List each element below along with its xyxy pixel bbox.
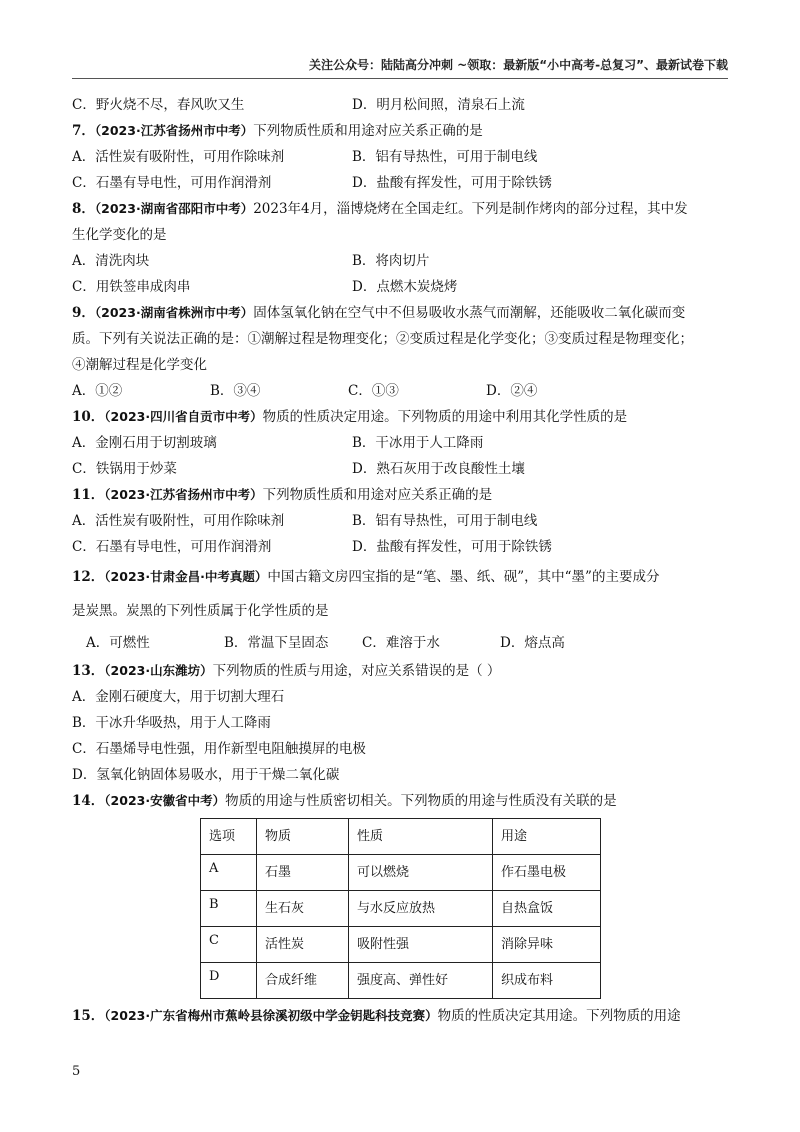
question-number: 10． — [72, 409, 105, 425]
option-c: C．石墨烯导电性强，用作新型电阻触摸屏的电极 — [72, 741, 366, 757]
q11-options-ab — [72, 508, 732, 534]
q9-options — [72, 378, 732, 404]
table-cell: 性质 — [349, 819, 493, 855]
question-text: 中国古籍文房四宝指的是“笔、墨、纸、砚”，其中“墨”的主要成分 — [267, 569, 660, 585]
table-cell: 合成纤维 — [257, 963, 349, 999]
table-cell: 可以燃烧 — [349, 855, 493, 891]
table-cell: 消除异味 — [493, 927, 601, 963]
option-a: A．活性炭有吸附性，可用作除味剂 — [72, 149, 285, 165]
table-cell: B — [201, 891, 257, 927]
table-cell: 石墨 — [257, 855, 349, 891]
option-a: A．清洗肉块 — [72, 253, 150, 269]
q13-stem — [72, 658, 732, 684]
table-row — [201, 927, 601, 963]
question-source: （2023·湖南省邵阳市中考） — [94, 201, 254, 216]
table-cell: 吸附性强 — [349, 927, 493, 963]
q7-options-ab — [72, 144, 732, 170]
question-source: （2023·甘肃金昌·中考真题） — [104, 569, 268, 584]
q6-options-cd — [72, 92, 732, 118]
page-header: 关注公众号：陆陆高分冲刺 ~领取：最新版“小中高考-总复习”、最新试卷下载 — [309, 58, 728, 72]
table-cell: 物质 — [257, 819, 349, 855]
question-source: （2023·江苏省扬州市中考） — [104, 487, 263, 502]
q9-stem-cont2: ④潮解过程是化学变化 — [72, 357, 207, 373]
option-a: A．①② — [72, 383, 123, 399]
q8-options-ab — [72, 248, 732, 274]
table-cell: 与水反应放热 — [349, 891, 493, 927]
option-c: C．石墨有导电性，可用作润滑剂 — [72, 175, 272, 191]
option-d: D．熟石灰用于改良酸性土壤 — [352, 461, 525, 477]
question-source: （2023·四川省自贡市中考） — [104, 409, 263, 424]
q12-stem-cont: 是炭黑。炭黑的下列性质属于化学性质的是 — [72, 603, 329, 619]
q10-options-ab — [72, 430, 732, 456]
q8-options-cd — [72, 274, 732, 300]
table-cell: 活性炭 — [257, 927, 349, 963]
option-c: C．用铁签串成肉串 — [72, 279, 191, 295]
question-number: 8． — [72, 201, 95, 217]
option-d: D．盐酸有挥发性，可用于除铁锈 — [352, 539, 552, 555]
option-d: D．点燃木炭烧烤 — [352, 279, 458, 295]
q15-stem — [72, 1003, 732, 1029]
option-d: D．氢氧化钠固体易吸水，用于干燥二氧化碳 — [72, 767, 340, 783]
option-c: C．①③ — [348, 383, 399, 399]
q9-stem — [72, 300, 732, 326]
table-cell: 用途 — [493, 819, 601, 855]
option-d: D．盐酸有挥发性，可用于除铁锈 — [352, 175, 552, 191]
question-text: 物质的用途与性质密切相关。下列物质的用途与性质没有关联的是 — [225, 793, 617, 809]
q14-table — [200, 818, 601, 999]
option-c: C．野火烧不尽，春风吹又生 — [72, 97, 245, 113]
question-text: 下列物质的性质与用途，对应关系错误的是（ ） — [212, 663, 501, 679]
option-b: B．干冰用于人工降雨 — [352, 435, 484, 451]
option-c: C．石墨有导电性，可用作润滑剂 — [72, 539, 272, 555]
table-cell: 自热盒饭 — [493, 891, 601, 927]
question-number: 13． — [72, 663, 105, 679]
q7-options-cd — [72, 170, 732, 196]
table-cell: D — [201, 963, 257, 999]
option-a: A．活性炭有吸附性，可用作除味剂 — [72, 513, 285, 529]
option-b: B．铝有导热性，可用于制电线 — [352, 513, 538, 529]
question-text: 下列物质性质和用途对应关系正确的是 — [262, 487, 493, 503]
question-source: （2023·广东省梅州市蕉岭县徐溪初级中学金钥匙科技竞赛） — [104, 1008, 438, 1023]
option-d: D．明月松间照，清泉石上流 — [352, 97, 525, 113]
question-text: 物质的性质决定其用途。下列物质的用途 — [437, 1008, 681, 1024]
question-text: 物质的性质决定用途。下列物质的用途中利用其化学性质的是 — [262, 409, 628, 425]
option-a: A．可燃性 — [86, 635, 150, 651]
table-cell: A — [201, 855, 257, 891]
table-cell: 作石墨电极 — [493, 855, 601, 891]
q7-stem — [72, 118, 732, 144]
option-b: B．常温下呈固态 — [224, 635, 329, 651]
question-text: 下列物质性质和用途对应关系正确的是 — [253, 123, 483, 139]
question-text: 固体氢氧化钠在空气中不但易吸收水蒸气而潮解，还能吸收二氧化碳而变 — [253, 305, 686, 321]
option-d: D．熔点高 — [500, 635, 565, 651]
question-number: 11． — [72, 487, 105, 503]
table-cell: 织成布料 — [493, 963, 601, 999]
option-b: B．铝有导热性，可用于制电线 — [352, 149, 538, 165]
question-number: 7． — [72, 123, 95, 139]
table-cell: 选项 — [201, 819, 257, 855]
q14-stem — [72, 788, 732, 814]
option-d: D．②④ — [486, 383, 538, 399]
option-a: A．金刚石硬度大，用于切割大理石 — [72, 689, 285, 705]
question-source: （2023·山东潍坊） — [104, 663, 213, 678]
question-number: 15． — [72, 1008, 105, 1024]
table-cell: 强度高、弹性好 — [349, 963, 493, 999]
q11-stem — [72, 482, 732, 508]
q10-options-cd — [72, 456, 732, 482]
option-b: B．③④ — [210, 383, 261, 399]
table-row — [201, 855, 601, 891]
table-cell: 生石灰 — [257, 891, 349, 927]
option-b: B．将肉切片 — [352, 253, 430, 269]
q12-options — [72, 628, 732, 658]
table-header-row — [201, 819, 601, 855]
option-c: C．铁锅用于炒菜 — [72, 461, 177, 477]
q9-stem-cont: 质。下列有关说法正确的是：①潮解过程是物理变化；②变质过程是化学变化；③变质过程是物理变化； — [72, 331, 693, 347]
question-text: 2023年4月，淄博烧烤在全国走红。下列是制作烤肉的部分过程，其中发 — [253, 201, 688, 217]
q12-stem — [72, 560, 732, 594]
question-number: 14． — [72, 793, 105, 809]
header-rule — [72, 78, 728, 79]
table-cell: C — [201, 927, 257, 963]
option-a: A．金刚石用于切割玻璃 — [72, 435, 217, 451]
question-source: （2023·江苏省扬州市中考） — [94, 123, 254, 138]
question-source: （2023·湖南省株洲市中考） — [94, 305, 254, 320]
question-number: 12． — [72, 569, 105, 585]
table-row — [201, 891, 601, 927]
option-c: C．难溶于水 — [362, 635, 440, 651]
question-number: 9． — [72, 305, 95, 321]
q8-stem — [72, 196, 732, 222]
q11-options-cd — [72, 534, 732, 560]
option-b: B．干冰升华吸热，用于人工降雨 — [72, 715, 271, 731]
question-source: （2023·安徽省中考） — [104, 793, 226, 808]
q8-stem-cont: 生化学变化的是 — [72, 227, 167, 243]
page-number: 5 — [72, 1064, 81, 1079]
table-row — [201, 963, 601, 999]
q10-stem — [72, 404, 732, 430]
question-list — [72, 92, 732, 1029]
